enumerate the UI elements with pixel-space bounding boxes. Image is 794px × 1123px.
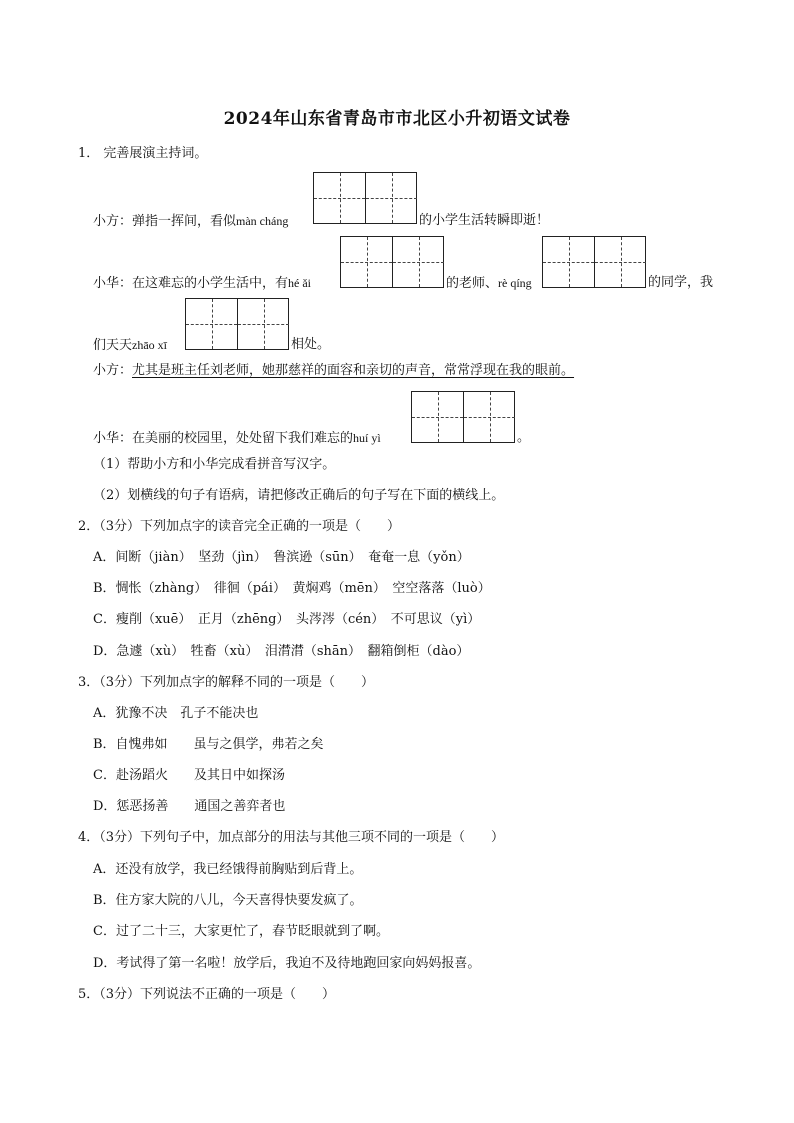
q1-sub-2: （2）划横线的句子有语病，请把修改正确后的句子写在下面的横线上。 [93, 488, 505, 503]
q2-option-d: D．急遽（xù） 牲畜（xù） 泪潸潸（shān） 翻箱倒柜（dào） [93, 644, 470, 659]
q2-option-a: A．间断（jiàn） 坚劲（jìn） 鲁滨逊（sūn） 奄奄一息（yǒn） [93, 550, 470, 565]
q4-option-d: D．考试得了第一名啦！放学后，我迫不及待地跑回家向妈妈报喜。 [93, 956, 481, 971]
q1-line3-pinyin: zhāo xī [132, 338, 168, 352]
q1-line2-text-a: 小华：在这难忘的小学生活中，有 [93, 276, 289, 291]
answer-grid-1[interactable] [313, 172, 417, 224]
q1-underlined-sentence: 尤其是班主任刘老师，她那慈祥的面容和亲切的声音，常常浮现在我的眼前。 [132, 363, 575, 378]
q5-stem: 5．（3分）下列说法不正确的一项是（ ） [78, 987, 336, 1002]
q2-option-b: B．惆怅（zhàng） 徘徊（pái） 黄焖鸡（mēn） 空空落落（luò） [93, 581, 491, 596]
answer-grid-3[interactable] [542, 236, 646, 288]
q1-line-3 [93, 336, 167, 355]
grid-cell[interactable] [366, 173, 417, 223]
q3-option-d: D．惩恶扬善 通国之善弈者也 [93, 799, 286, 814]
q3-stem: 3．（3分）下列加点字的解释不同的一项是（ ） [78, 675, 375, 690]
answer-grid-5[interactable] [411, 391, 515, 443]
grid-cell[interactable] [393, 237, 444, 287]
grid-cell[interactable] [595, 237, 646, 287]
grid-cell[interactable] [341, 237, 393, 287]
q4-option-a: A．还没有放学，我已经饿得前胸贴到后背上。 [93, 862, 363, 877]
q4-option-c: C．过了二十三，大家更忙了，春节眨眼就到了啊。 [93, 924, 389, 939]
q1-line1-pinyin: màn cháng [236, 214, 289, 228]
q4-stem: 4．（3分）下列句子中，加点部分的用法与其他三项不同的一项是（ ） [78, 830, 505, 845]
q1-line2-pinyin-2: rè qíng [498, 276, 532, 290]
grid-cell[interactable] [186, 299, 238, 349]
q1-line2-pinyin-1: hé ǎi [288, 276, 312, 290]
q1-line5-pinyin: huí yì [353, 431, 381, 445]
q1-line1-text-b: 的小学生活转瞬即逝！ [419, 213, 550, 228]
q3-option-b: B．自愧弗如 虽与之俱学，弗若之矣 [93, 737, 324, 752]
answer-grid-4[interactable] [185, 298, 289, 350]
grid-cell[interactable] [464, 392, 515, 442]
q1-line-4 [93, 362, 574, 380]
q2-stem: 2．（3分）下列加点字的读音完全正确的一项是（ ） [78, 519, 401, 534]
q1-line-1 [93, 212, 288, 231]
grid-cell[interactable] [543, 237, 595, 287]
q1-line3-text-b: 相处。 [291, 337, 331, 352]
q3-option-a: A．犹豫不决 孔子不能决也 [93, 706, 259, 721]
answer-grid-2[interactable] [340, 236, 444, 288]
q1-line5-text-b: 。 [517, 430, 531, 445]
q1-line1-text-a: 小方：弹指一挥间，看似 [93, 214, 237, 229]
q1-sub-1: （1）帮助小方和小华完成看拼音写汉字。 [93, 457, 336, 472]
q1-line3-text-a: 们天天 [93, 338, 133, 353]
q1-line2-middle [446, 274, 532, 293]
grid-cell[interactable] [238, 299, 289, 349]
q1-line-5 [93, 429, 381, 448]
q2-option-c: C．瘦削（xuē） 正月（zhēng） 头涔涔（cén） 不可思议（yì） [93, 612, 481, 627]
q1-line2-text-b: 的老师、 [446, 276, 499, 291]
q1-line-2 [93, 274, 311, 293]
q1-line4-speaker: 小方： [93, 363, 133, 378]
q1-line5-text-a: 小华：在美丽的校园里，处处留下我们难忘的 [93, 431, 354, 446]
q1-line2-text-c: 的同学，我 [648, 275, 714, 290]
q1-stem: 1． 完善展演主持词。 [78, 146, 208, 161]
page-title: 2024年山东省青岛市市北区小升初语文试卷 [223, 109, 571, 129]
grid-cell[interactable] [314, 173, 366, 223]
q4-option-b: B．住方家大院的八儿，今天喜得快要发疯了。 [93, 893, 363, 908]
grid-cell[interactable] [412, 392, 464, 442]
q3-option-c: C．赴汤蹈火 及其日中如探汤 [93, 768, 285, 783]
